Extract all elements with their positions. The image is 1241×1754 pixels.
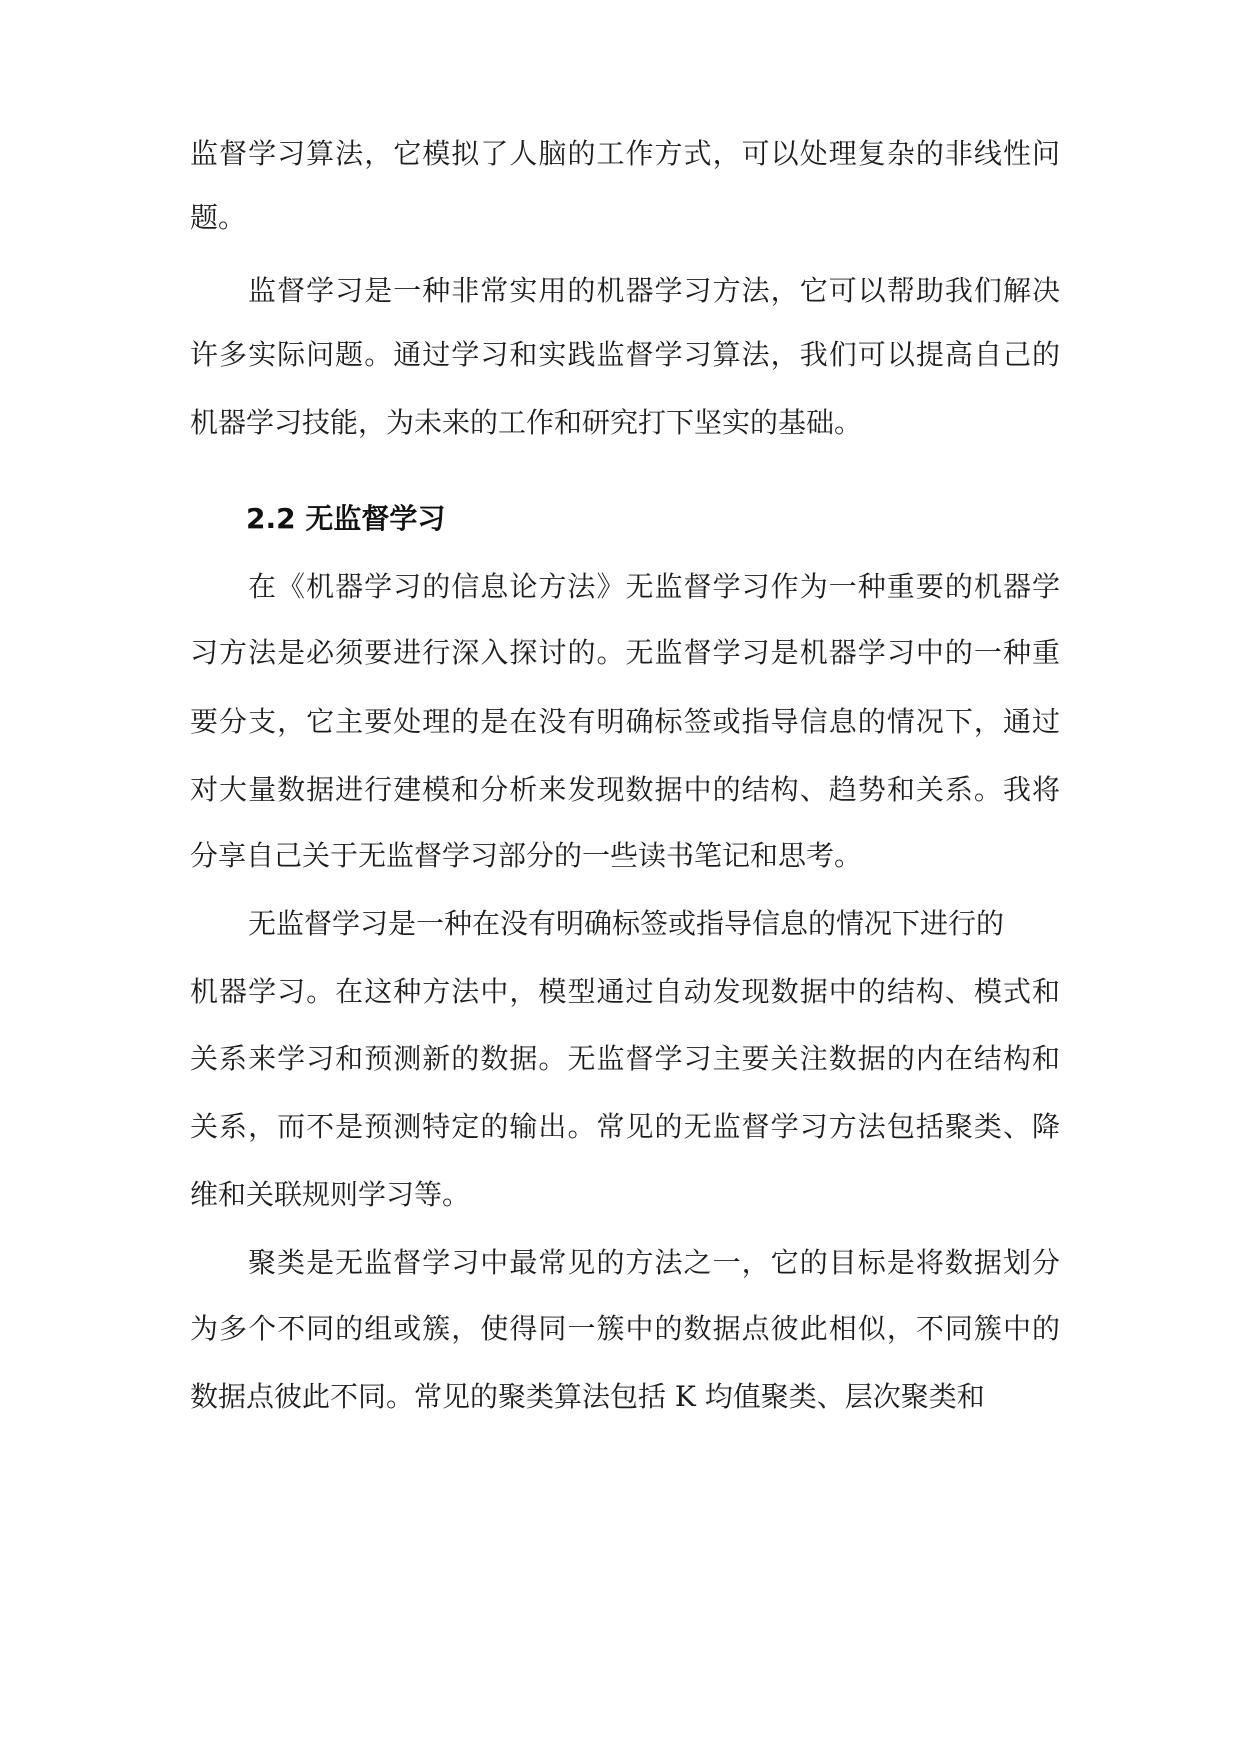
paragraph-line: 许多实际问题。通过学习和实践监督学习算法，我们可以提高自己的 — [190, 338, 1060, 371]
paragraph-line: 机器学习技能，为未来的工作和研究打下坚实的基础。 — [190, 406, 863, 439]
paragraph-line: 无监督学习是一种在没有明确标签或指导信息的情况下进行的 — [248, 907, 1005, 940]
paragraph-line: 习方法是必须要进行深入探讨的。无监督学习是机器学习中的一种重 — [190, 636, 1060, 669]
paragraph-line: 对大量数据进行建模和分析来发现数据中的结构、趋势和关系。我将 — [190, 773, 1060, 806]
paragraph-line: 要分支，它主要处理的是在没有明确标签或指导信息的情况下，通过 — [190, 705, 1060, 738]
section-heading: 2.2 无监督学习 — [246, 502, 446, 535]
paragraph-line: 机器学习。在这种方法中，模型通过自动发现数据中的结构、模式和 — [190, 975, 1060, 1008]
paragraph-line: 维和关联规则学习等。 — [190, 1178, 471, 1211]
paragraph-line: 聚类是无监督学习中最常见的方法之一，它的目标是将数据划分 — [248, 1246, 1060, 1279]
paragraph-line: 监督学习算法，它模拟了人脑的工作方式，可以处理复杂的非线性问 — [190, 137, 1060, 170]
paragraph-line: 为多个不同的组或簇，使得同一簇中的数据点彼此相似，不同簇中的 — [190, 1312, 1060, 1345]
paragraph-line: 题。 — [190, 201, 247, 234]
paragraph-line: 关系，而不是预测特定的输出。常见的无监督学习方法包括聚类、降 — [190, 1110, 1060, 1143]
paragraph-line: 在《机器学习的信息论方法》无监督学习作为一种重要的机器学 — [248, 570, 1060, 603]
paragraph-line: 监督学习是一种非常实用的机器学习方法，它可以帮助我们解决 — [248, 274, 1060, 307]
paragraph-line: 分享自己关于无监督学习部分的一些读书笔记和思考。 — [190, 839, 863, 872]
paragraph-line: 关系来学习和预测新的数据。无监督学习主要关注数据的内在结构和 — [190, 1042, 1060, 1075]
paragraph-line: 数据点彼此不同。常见的聚类算法包括 K 均值聚类、层次聚类和 — [190, 1380, 985, 1413]
